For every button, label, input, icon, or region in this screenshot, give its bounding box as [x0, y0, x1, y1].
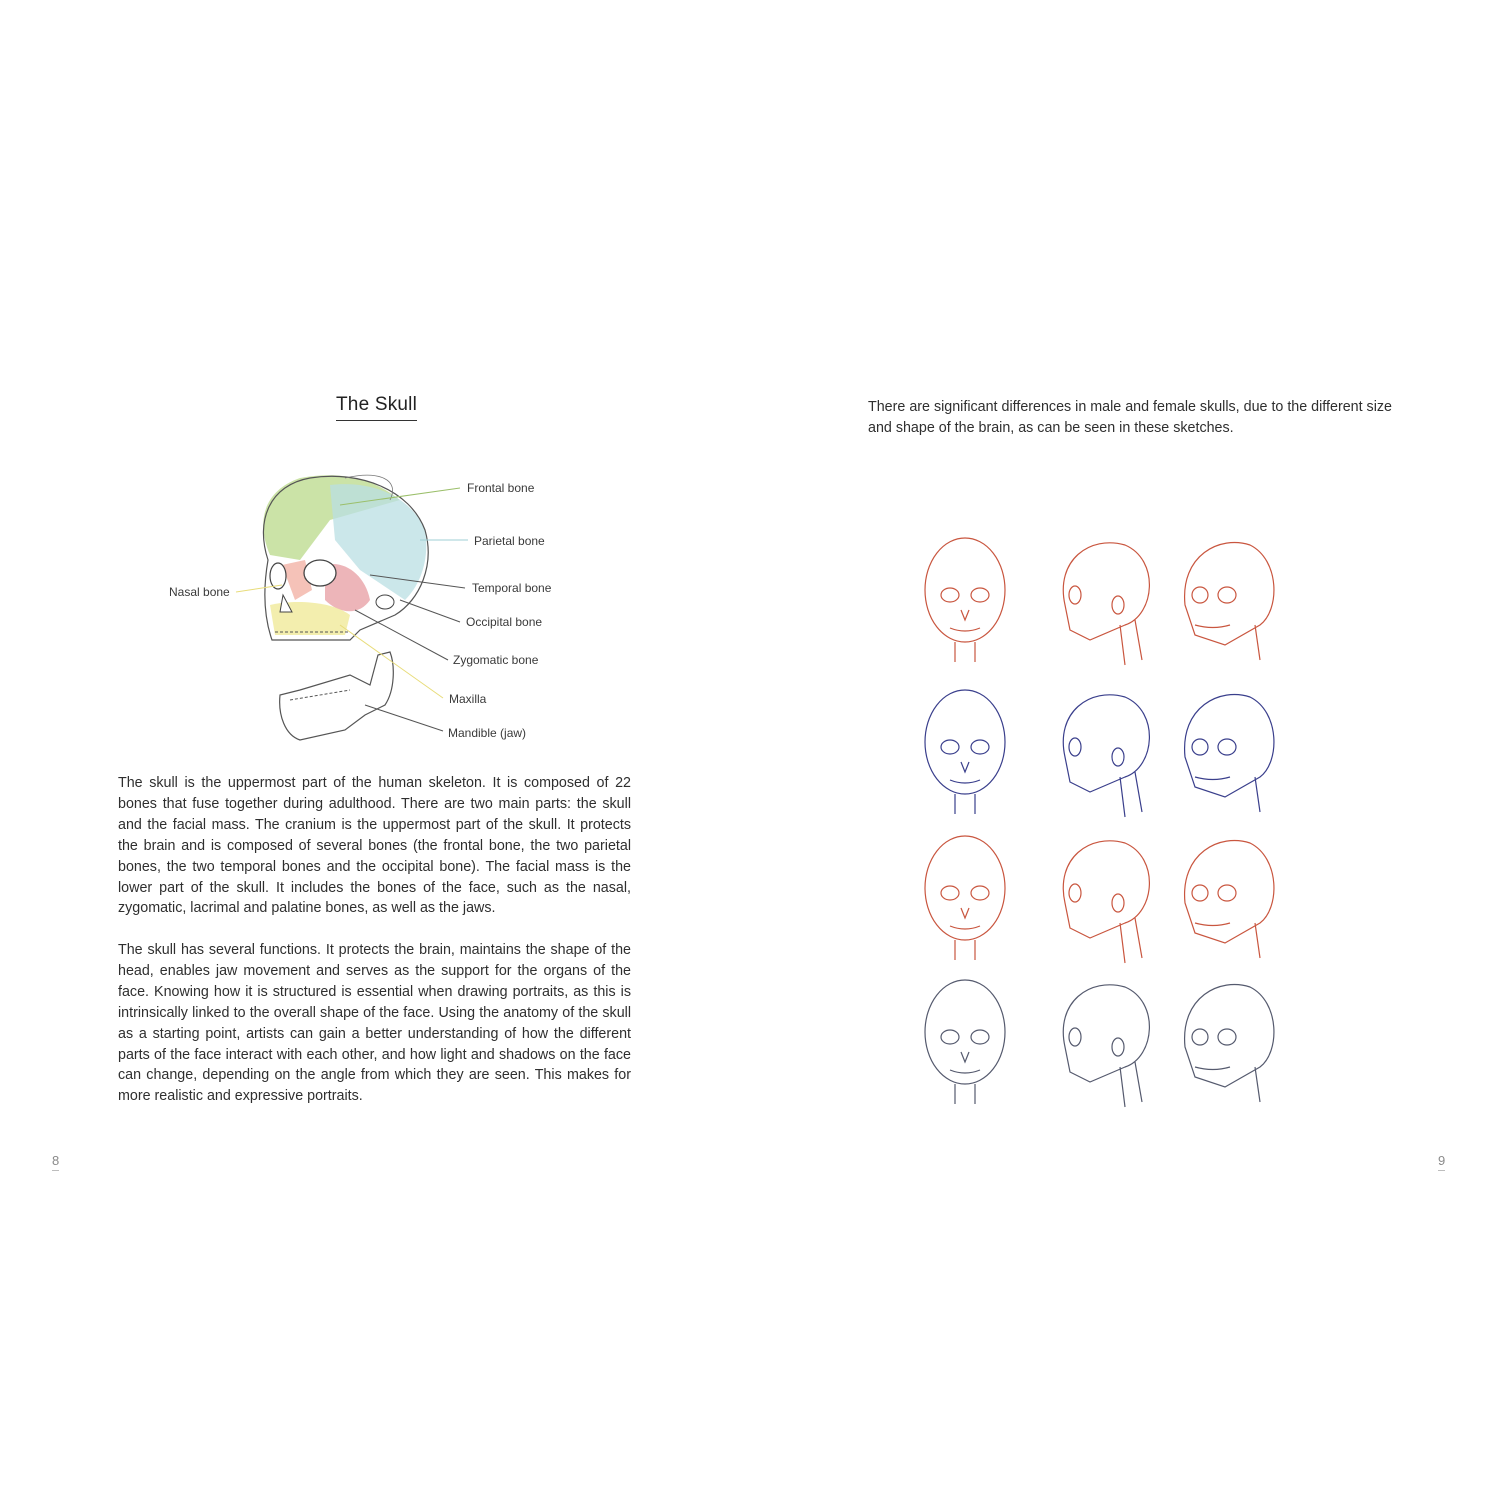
sketch-head-three-quarter	[1185, 841, 1274, 959]
label-frontal: Frontal bone	[467, 481, 535, 495]
neck	[1255, 777, 1260, 812]
eye-right	[1218, 739, 1236, 755]
mandible-leader	[365, 705, 443, 731]
skull-diagram	[0, 0, 750, 760]
eye-right	[971, 588, 989, 602]
cranium-outline	[1185, 841, 1274, 944]
eye-right	[1218, 885, 1236, 901]
lower-teeth	[290, 690, 350, 700]
spine	[1120, 772, 1142, 817]
cranium-outline	[1185, 695, 1274, 798]
eye-right	[1218, 1029, 1236, 1045]
sketch-skull-three-quarter	[1185, 695, 1274, 813]
ear	[1112, 894, 1124, 912]
eye-right	[971, 1030, 989, 1044]
eye-left	[941, 886, 959, 900]
eye-left	[1192, 885, 1208, 901]
mouth	[950, 926, 980, 929]
label-occipital: Occipital bone	[466, 615, 543, 629]
cranium-outline	[925, 980, 1005, 1084]
cranium-outline	[1185, 543, 1274, 646]
sketch-skull-front	[925, 690, 1005, 814]
ear	[1112, 596, 1124, 614]
sketch-head-front	[925, 836, 1005, 960]
right-page	[750, 0, 1500, 1500]
neck	[955, 794, 975, 814]
sketch-head-front	[925, 538, 1005, 662]
eye-socket	[1069, 1028, 1081, 1046]
label-parietal: Parietal bone	[474, 534, 545, 548]
sketch-skull-side	[1063, 985, 1149, 1107]
page-number: 9	[1438, 1153, 1445, 1171]
label-zygomatic: Zygomatic bone	[453, 653, 539, 667]
mouth	[1195, 777, 1230, 780]
cranium-outline	[925, 836, 1005, 940]
label-temporal: Temporal bone	[472, 581, 552, 595]
occipital-leader	[400, 600, 460, 622]
ear	[1112, 748, 1124, 766]
sketch-head-side	[1063, 841, 1149, 963]
sketch-skull-front	[925, 980, 1005, 1104]
mouth	[950, 628, 980, 631]
ear	[1112, 1038, 1124, 1056]
sketch-skull-side	[1063, 695, 1149, 817]
eye-socket	[1069, 586, 1081, 604]
mouth	[1195, 923, 1230, 926]
cranium-outline	[1185, 985, 1274, 1088]
mouth	[950, 1070, 980, 1073]
eye-socket-front	[304, 560, 336, 586]
neck	[955, 940, 975, 960]
eye-left	[1192, 587, 1208, 603]
label-mandible: Mandible (jaw)	[448, 726, 527, 740]
eye-left	[1192, 739, 1208, 755]
neck	[1255, 625, 1260, 660]
sketch-head-side	[1063, 543, 1149, 665]
nose	[961, 610, 969, 620]
eye-left	[941, 1030, 959, 1044]
mouth	[1195, 1067, 1230, 1070]
mouth	[1195, 625, 1230, 628]
eye-right	[1218, 587, 1236, 603]
cranium-outline	[925, 690, 1005, 794]
body-paragraph-1: The skull is the uppermost part of the human skeleton. It is composed of 22 bones that fuse together during adulthood. There are two main parts: the skull and the facial mass. The cranium is the uppermost part of the skull. It protects the brain and is composed of several bones (the frontal bone, the two parietal bones, the two temporal bones and the occipital bone). The facial mass is the lower part of the skull. It includes the bones of the face, such as the nasal, zygomatic, lacrimal and palatine bones, as well as the jaws.	[118, 775, 631, 917]
neck	[1255, 1067, 1260, 1102]
spine	[1120, 620, 1142, 665]
eye-socket	[1069, 738, 1081, 756]
mouth	[950, 780, 980, 783]
eye-left	[941, 588, 959, 602]
sketch-skull-three-quarter	[1185, 985, 1274, 1103]
neck	[1255, 923, 1260, 958]
eye-socket-side	[270, 563, 286, 589]
page-title: The Skull	[336, 394, 417, 421]
eye-left	[941, 740, 959, 754]
mandible-outline	[280, 652, 394, 740]
eye-right	[971, 740, 989, 754]
nose	[961, 908, 969, 918]
neck	[955, 1084, 975, 1104]
nose	[961, 762, 969, 772]
eye-socket	[1069, 884, 1081, 902]
eye-right	[971, 886, 989, 900]
spine	[1120, 1062, 1142, 1107]
label-nasal: Nasal bone	[169, 585, 230, 599]
sketch-head-three-quarter	[1185, 543, 1274, 661]
label-maxilla: Maxilla	[449, 692, 487, 706]
sketch-grid	[750, 0, 1500, 1150]
page-number: 8	[52, 1153, 59, 1171]
zygomatic-leader	[355, 610, 448, 660]
nose	[961, 1052, 969, 1062]
spine	[1120, 918, 1142, 963]
body-paragraph-2: The skull has several functions. It protects the brain, maintains the shape of the head, enables jaw movement and serves as the support for the organs of the face. Knowing how it is structured is essential when drawing portraits, as this is intrinsically linked to the overall shape of the face. Using the anatomy of the skull as a starting point, artists can gain a better understanding of how the different parts of the face interact with each other, and how light and shadows on the face can change, depending on the angle from which they are seen. This makes for more realistic and expressive portraits.	[118, 942, 631, 1105]
neck	[955, 642, 975, 662]
ear-canal	[376, 595, 394, 609]
cranium-outline	[925, 538, 1005, 642]
eye-left	[1192, 1029, 1208, 1045]
intro-text: There are significant differences in male and female skulls, due to the different size and shape of the brain, as can be seen in these sketches.	[868, 399, 1392, 436]
